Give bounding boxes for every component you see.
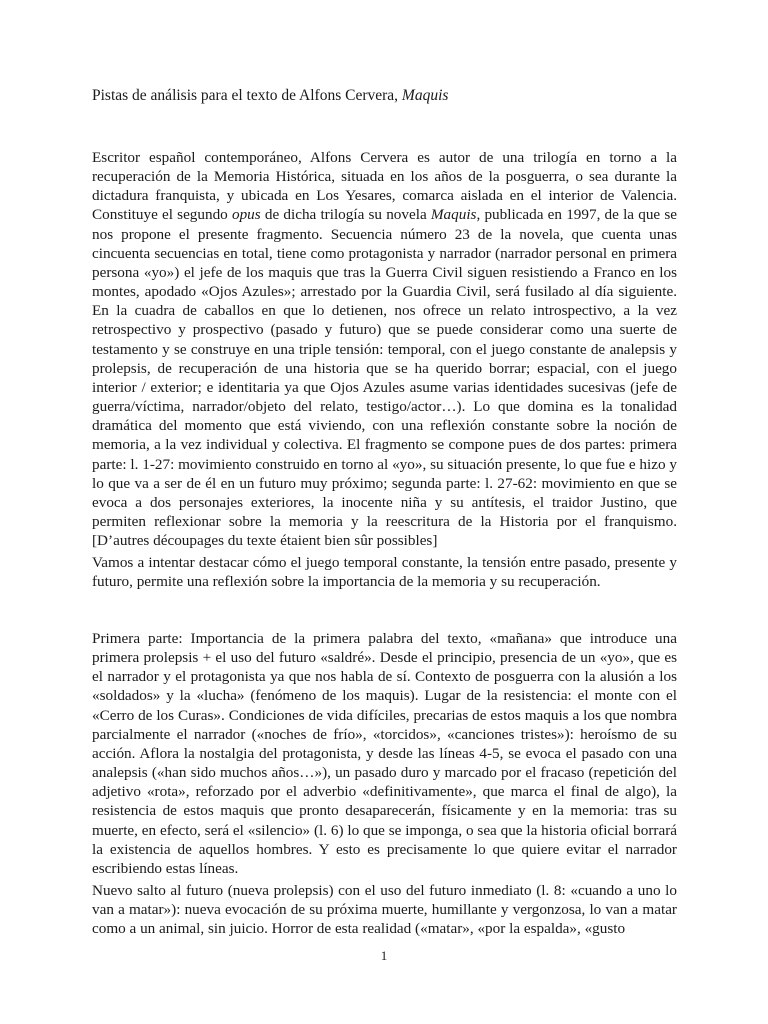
intro-emphasis-opus: opus	[231, 206, 261, 224]
intro-text-1: Escritor español contemporáneo, Alfons Cervera es autor de una trilogía en torno a la recuperación de la Memoria Histórica, situada en los años de la posguerra, o sea durante la dictadura franquista, y ubicada en Los Yesares, comarca aislada en el interior de Valencia. Constituye el segundo	[92, 149, 677, 224]
page-number: 1	[380, 948, 388, 963]
title-work: Maquis	[401, 87, 449, 104]
intro-paragraph	[92, 148, 677, 550]
intro-emphasis-maquis: Maquis	[430, 206, 477, 224]
intro-text-2: de dicha trilogía su novela	[260, 206, 431, 224]
part-one-paragraph: Primera parte: Importancia de la primera palabra del texto, «mañana» que introduce una primera prolepsis + el uso del futuro «saldré». Desde el principio, presencia de un «yo», que es el narrador y el protagonista ya que nos habla de sí. Contexto de posguerra con la alusión a los «soldados» y la «lucha» (fenómeno de los maquis). Lugar de la resistencia: el monte con el «Cerro de los Curas». Condiciones de vida difíciles, precarias de estos maquis a los que nombra parcialmente el narrador («noches de frío», «torcidos», «canciones tristes»): heroísmo de su acción. Aflora la nostalgia del protagonista, y desde las líneas 4-5, se evoca el pasado con una analepsis («han sido muchos años…»), un pasado duro y marcado por el fracaso (repetición del adjetivo «rota», reforzado por el adverbio «definitivamente», que marca el final de algo), la resistencia de estos maquis que pronto desaparecerán, físicamente y en la memoria: tras su muerte, en efecto, será el «silencio» (l. 6) lo que se imponga, o sea que la historia oficial borrará la existencia de aquellos hombres. Y esto es precisamente lo que quiere evitar el narrador escribiendo estas líneas.	[92, 630, 677, 877]
title-text: Pistas de análisis para el texto de Alfons Cervera,	[92, 87, 402, 104]
plan-paragraph: Vamos a intentar destacar cómo el juego temporal constante, la tensión entre pasado, presente y futuro, permite una reflexión sobre la importancia de la memoria y su recuperación.	[92, 554, 677, 591]
document-title	[92, 86, 448, 105]
prolepsis-paragraph: Nuevo salto al futuro (nueva prolepsis) con el uso del futuro inmediato (l. 8: «cuando a uno lo van a matar»): nueva evocación de su próxima muerte, humillante y vergonzosa, lo van a matar como a un animal, sin juicio. Horror de esta realidad («matar», «por la espalda», «gusto	[92, 882, 677, 938]
intro-text-3: , publicada en 1997, de la que se nos propone el presente fragmento. Secuencia número 23 de la novela, que cuenta unas cincuenta secuencias en total, tiene como protagonista y narrador (narrador personal en primera persona «yo») el jefe de los maquis que tras la Guerra Civil siguen resistiendo a Franco en los montes, apodado «Ojos Azules»; arrestado por la Guardia Civil, será fusilado al día siguiente. En la cuadra de caballos en que lo detienen, nos ofrece un relato introspectivo, a la vez retrospectivo y prospectivo (pasado y futuro) que se puede considerar como una suerte de testamento y se construye en una triple tensión: temporal, con el juego constante de analepsis y prolepsis, de recuperación de una historia que se ha querido borrar; espacial, con el juego interior / exterior; e identitaria ya que Ojos Azules asume varias identidades sucesivas (jefe de guerra/víctima, narrador/objeto del relato, testigo/actor…). Lo que domina es la tonalidad dramática del momento que está viviendo, con una reflexión constante sobre la noción de memoria, a la vez individual y colectiva. El fragmento se compone pues de dos partes: primera parte: l. 1-27: movimiento construido en torno al «yo», su situación presente, lo que fue e hizo y lo que va a ser de él en un futuro muy próximo; segunda parte: l. 27-62: movimiento en que se evoca a dos personajes exteriores, la inocente niña y su antítesis, el traidor Justino, que permiten reflexionar sobre la memoria y la reescritura de la Historia por el franquismo. [D’autres découpages du texte étaient bien sûr possibles]	[92, 206, 677, 550]
